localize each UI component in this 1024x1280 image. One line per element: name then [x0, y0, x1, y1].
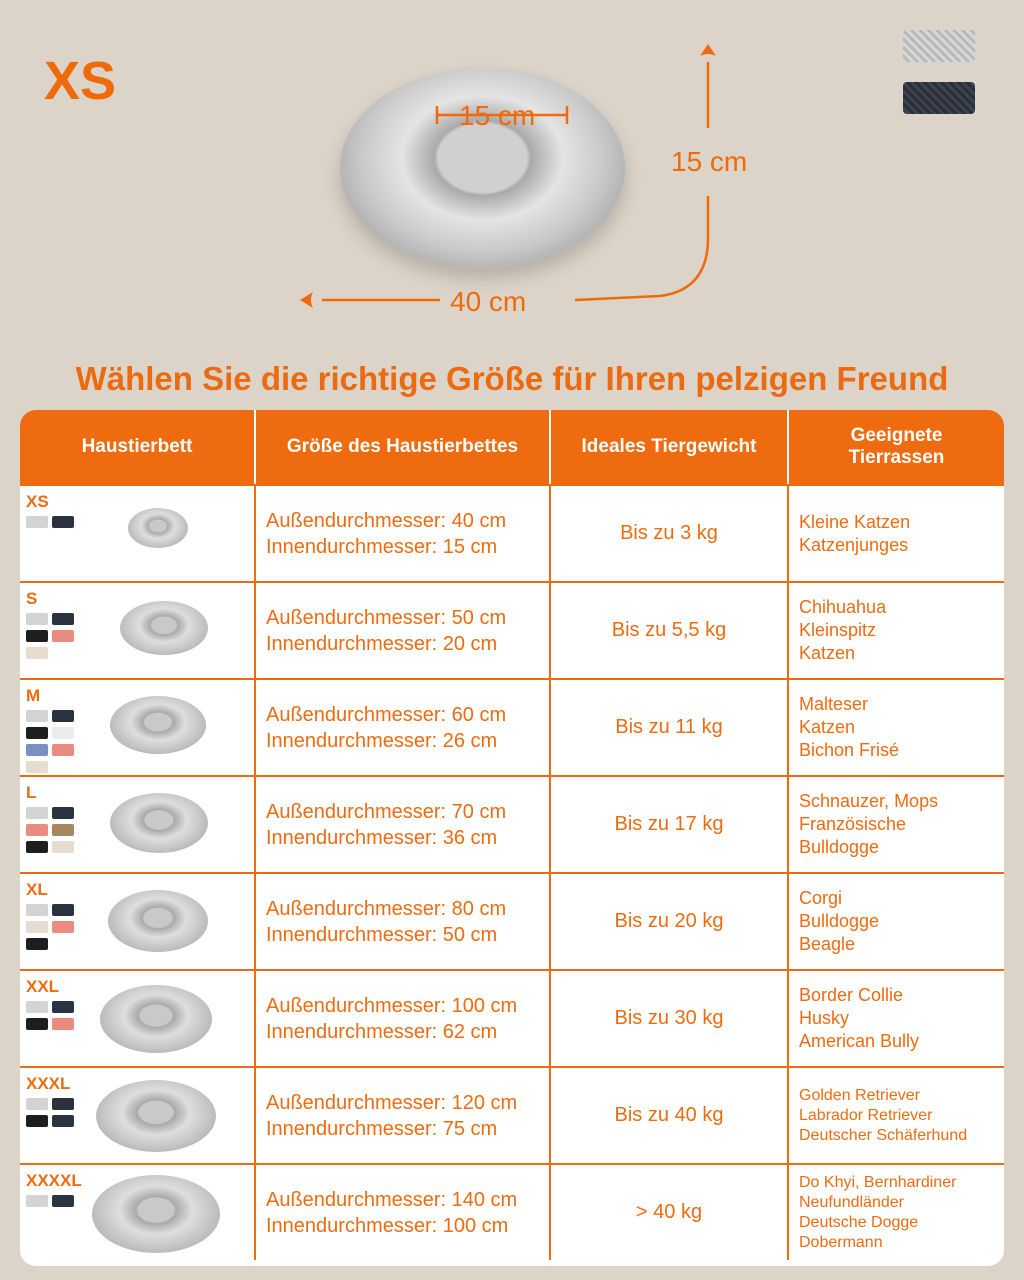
breed-item: Schnauzer, Mops: [799, 791, 939, 811]
color-swatch[interactable]: [52, 1115, 74, 1127]
table-row: [20, 1066, 1004, 1163]
outer-diameter-label: 40 cm: [450, 286, 527, 317]
breed-item: Neufundländer: [799, 1193, 904, 1211]
color-swatch[interactable]: [52, 841, 74, 853]
color-swatch[interactable]: [26, 613, 48, 625]
bed-cell: [20, 1165, 256, 1260]
weight-cell: Bis zu 40 kg: [551, 1068, 789, 1163]
table-row: [20, 872, 1004, 969]
breed-item: Corgi: [799, 888, 843, 908]
color-swatch[interactable]: [52, 921, 74, 933]
breed-item: Border Collie: [799, 985, 904, 1005]
color-swatch[interactable]: [26, 824, 48, 836]
swatch-grid: [26, 807, 74, 853]
color-swatch[interactable]: [26, 938, 48, 950]
breeds-cell: [789, 777, 1004, 872]
breed-item: Deutsche Dogge: [799, 1213, 919, 1231]
breed-item: Bulldogge: [799, 911, 880, 931]
bed-size-cell: [256, 1165, 551, 1260]
weight-cell: Bis zu 11 kg: [551, 680, 789, 775]
color-swatch[interactable]: [26, 1115, 48, 1127]
swatch-grid: [26, 613, 74, 659]
bed-cell: [20, 971, 256, 1066]
breed-item: Katzen: [799, 717, 856, 737]
size-label: S: [26, 589, 38, 608]
headline: Wählen Sie die richtige Größe für Ihren pelzigen Freund: [75, 360, 949, 397]
inner-diameter: Innendurchmesser: 50 cm: [266, 923, 498, 946]
bed-photo: [96, 1080, 216, 1152]
color-swatch[interactable]: [26, 1195, 48, 1207]
bed-photo: [110, 793, 208, 853]
color-swatch[interactable]: [26, 1018, 48, 1030]
color-swatch[interactable]: [26, 761, 48, 773]
color-swatch[interactable]: [52, 613, 74, 625]
color-swatch[interactable]: [26, 904, 48, 916]
color-swatch[interactable]: [26, 647, 48, 659]
header-breeds: Geeignete Tierrassen: [848, 425, 945, 468]
table-row: [20, 484, 1004, 581]
breed-item: Kleinspitz: [799, 620, 877, 640]
color-swatch[interactable]: [26, 1098, 48, 1110]
table-row: [20, 1163, 1004, 1260]
outer-diameter: Außendurchmesser: 50 cm: [266, 606, 507, 629]
size-table: [20, 410, 1004, 1266]
inner-diameter: Innendurchmesser: 20 cm: [266, 632, 498, 655]
outer-diameter: Außendurchmesser: 70 cm: [266, 800, 507, 823]
breed-item: Katzenjunges: [799, 534, 909, 555]
breed-item: Bulldogge: [799, 837, 880, 857]
bed-photo: [100, 985, 212, 1053]
color-swatch[interactable]: [26, 727, 48, 739]
breed-item: Französische: [799, 814, 907, 834]
color-swatch[interactable]: [52, 727, 74, 739]
breeds-cell: [789, 971, 1004, 1066]
bed-cell: [20, 874, 256, 969]
color-swatch[interactable]: [52, 807, 74, 819]
bed-size-cell: [256, 1068, 551, 1163]
breed-item: Chihuahua: [799, 597, 887, 617]
bed-size-cell: [256, 486, 551, 581]
breed-item: American Bully: [799, 1031, 920, 1051]
swatch-grid: [26, 1098, 74, 1127]
outer-diameter: Außendurchmesser: 60 cm: [266, 703, 507, 726]
size-label: L: [26, 783, 37, 802]
size-label: XXL: [26, 977, 60, 996]
color-swatch[interactable]: [52, 630, 74, 642]
table-header: [20, 410, 1004, 484]
color-swatch[interactable]: [26, 516, 48, 528]
bed-cell: [20, 486, 256, 581]
bed-cell: [20, 583, 256, 678]
bed-size-cell: [256, 971, 551, 1066]
weight-cell: Bis zu 5,5 kg: [551, 583, 789, 678]
size-badge: XS: [44, 51, 117, 111]
bed-photo: [92, 1175, 220, 1253]
swatch-grid: [26, 904, 74, 950]
outer-diameter: Außendurchmesser: 120 cm: [266, 1091, 518, 1114]
color-swatch[interactable]: [52, 1098, 74, 1110]
size-label: M: [26, 686, 41, 705]
bed-cell: [20, 777, 256, 872]
inner-diameter: Innendurchmesser: 100 cm: [266, 1214, 509, 1237]
header-bed-size: Größe des Haustierbettes: [256, 410, 551, 484]
bed-cell: [20, 680, 256, 775]
breed-item: Labrador Retriever: [799, 1106, 933, 1124]
color-swatch[interactable]: [26, 630, 48, 642]
color-swatch[interactable]: [26, 921, 48, 933]
color-swatch[interactable]: [26, 744, 48, 756]
inner-diameter: Innendurchmesser: 75 cm: [266, 1117, 498, 1140]
size-label: XXXL: [26, 1074, 71, 1093]
outer-diameter: Außendurchmesser: 100 cm: [266, 994, 518, 1017]
swatch-grid: [26, 1195, 74, 1207]
color-swatch[interactable]: [52, 516, 74, 528]
swatch-grid: [26, 516, 74, 528]
outer-diameter: Außendurchmesser: 80 cm: [266, 897, 507, 920]
breed-item: Do Khyi, Bernhardiner: [799, 1173, 957, 1191]
weight-cell: Bis zu 20 kg: [551, 874, 789, 969]
table-row: [20, 678, 1004, 775]
table-row: [20, 581, 1004, 678]
table-row: [20, 775, 1004, 872]
bed-photo: [120, 601, 208, 655]
size-label: XS: [26, 492, 49, 511]
bed-photo: [108, 890, 208, 952]
breeds-cell: [789, 680, 1004, 775]
weight-cell: Bis zu 17 kg: [551, 777, 789, 872]
breed-item: Beagle: [799, 934, 856, 954]
inner-diameter: Innendurchmesser: 26 cm: [266, 729, 498, 752]
inner-diameter-label: 15 cm: [459, 100, 536, 131]
breed-item: Kleine Katzen: [799, 511, 911, 532]
swatch-grid: [26, 1001, 74, 1030]
breed-item: Malteser: [799, 694, 869, 714]
bed-size-cell: [256, 777, 551, 872]
breed-item: Golden Retriever: [799, 1086, 920, 1104]
breed-item: Bichon Frisé: [799, 740, 900, 760]
breeds-cell: [789, 1068, 1004, 1163]
inner-diameter: Innendurchmesser: 62 cm: [266, 1020, 498, 1043]
breed-item: Deutscher Schäferhund: [799, 1126, 968, 1144]
breed-item: Dobermann: [799, 1233, 883, 1251]
breed-item: Katzen: [799, 643, 856, 663]
weight-cell: > 40 kg: [551, 1165, 789, 1260]
table-body: [20, 484, 1004, 1260]
color-swatch[interactable]: [52, 824, 74, 836]
inner-diameter: Innendurchmesser: 15 cm: [266, 535, 498, 558]
weight-cell: Bis zu 3 kg: [551, 486, 789, 581]
color-swatch[interactable]: [52, 744, 74, 756]
bed-size-cell: [256, 680, 551, 775]
outer-diameter: Außendurchmesser: 40 cm: [266, 509, 507, 532]
bed-photo: [128, 508, 188, 548]
inner-diameter: Innendurchmesser: 36 cm: [266, 826, 498, 849]
header-bed: Haustierbett: [20, 410, 256, 484]
breeds-cell: [789, 583, 1004, 678]
bed-size-cell: [256, 874, 551, 969]
header-weight: Ideales Tiergewicht: [551, 410, 789, 484]
bed-photo: [110, 696, 206, 754]
bed-size-cell: [256, 583, 551, 678]
breeds-cell: [789, 1165, 1004, 1260]
breeds-cell: [789, 874, 1004, 969]
table-row: [20, 969, 1004, 1066]
bed-cell: [20, 1068, 256, 1163]
weight-cell: Bis zu 30 kg: [551, 971, 789, 1066]
breeds-cell: [789, 486, 1004, 581]
color-swatch[interactable]: [26, 1001, 48, 1013]
color-swatch[interactable]: [52, 1018, 74, 1030]
color-swatch[interactable]: [52, 1195, 74, 1207]
color-swatch[interactable]: [52, 710, 74, 722]
color-swatch[interactable]: [52, 904, 74, 916]
swatch-grid: [26, 710, 74, 773]
breed-item: Husky: [799, 1008, 850, 1028]
color-swatch[interactable]: [26, 807, 48, 819]
color-swatch[interactable]: [52, 1001, 74, 1013]
height-label: 15 cm: [671, 146, 748, 177]
size-label: XL: [26, 880, 48, 899]
color-swatch[interactable]: [26, 710, 48, 722]
outer-diameter: Außendurchmesser: 140 cm: [266, 1188, 518, 1211]
size-label: XXXXL: [26, 1171, 82, 1190]
color-swatch[interactable]: [26, 841, 48, 853]
